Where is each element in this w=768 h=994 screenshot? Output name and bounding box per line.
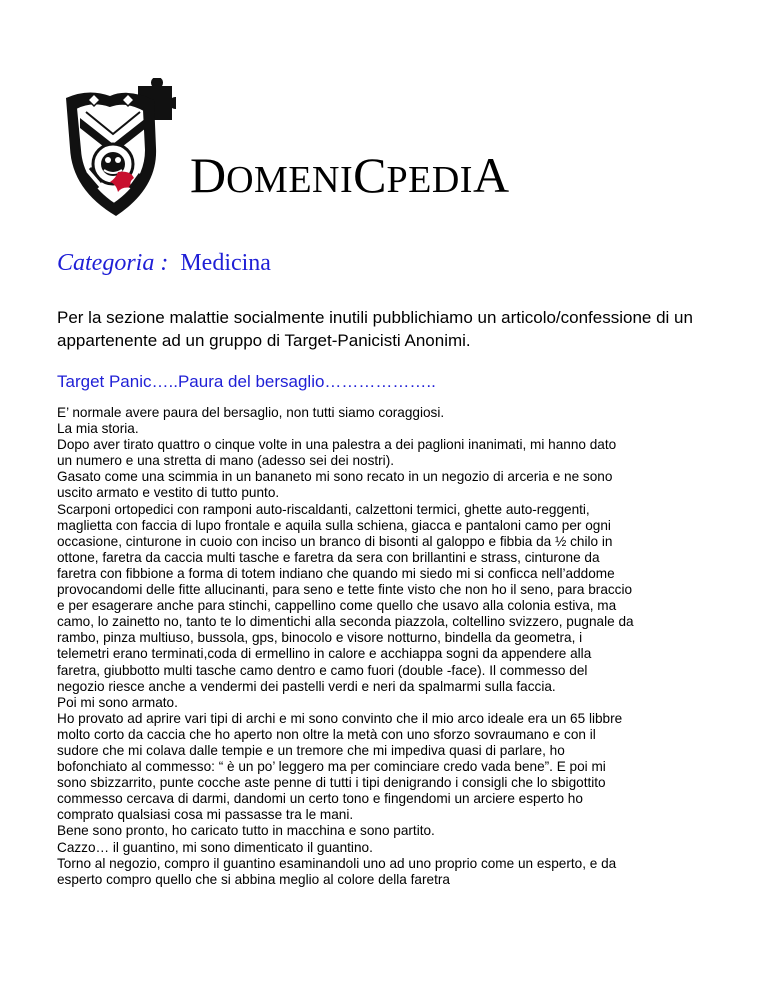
brand-pedi: PEDI — [386, 159, 473, 201]
body-line: Poi mi sono armato. — [57, 694, 178, 710]
article-title: Target Panic…..Paura del bersaglio……………….. — [57, 372, 436, 391]
brand-letter-a: A — [472, 147, 510, 203]
body-line: Torno al negozio, compro il guantino esaminandoli uno ad uno proprio come un esperto, e da — [57, 855, 617, 871]
brand-letter-c: C — [353, 147, 387, 203]
body-line: Scarponi ortopedici con ramponi auto-riscaldanti, calzettoni termici, ghette auto-reggenti, — [57, 501, 590, 517]
body-line: sono sbizzarrito, punte cocche aste penne di tutti i tipi denigrando i consigli che lo sbigottito — [57, 775, 606, 791]
body-line: esperto compro quello che si abbina meglio al colore della faretra — [57, 871, 450, 887]
body-line: Bene sono pronto, ho caricato tutto in macchina e sono partito. — [57, 823, 435, 839]
body-line: Cazzo… il guantino, mi sono dimenticato il guantino. — [57, 839, 373, 855]
body-line: faretra con fibbione a forma di totem indiano che quando mi siedo mi si conficca nell’addome — [57, 565, 615, 581]
brand-title — [190, 147, 510, 203]
body-line: provocandomi delle fitte allucinanti, para seno e tette finte visto che non ho il seno, para braccio — [57, 582, 633, 598]
body-line: sudore che mi colava dalle tempie e un tremore che mi impediva quasi di parlare, ho — [57, 742, 565, 758]
body-line: E’ normale avere paura del bersaglio, non tutti siamo coraggiosi. — [57, 405, 445, 420]
intro-paragraph: Per la sezione malattie socialmente inutili pubblichiamo un articolo/confessione di un appartenente ad un gruppo di Target-Panicisti Anonimi. — [57, 308, 693, 350]
body-line: uscito armato e vestito di tutto punto. — [57, 485, 280, 501]
body-line: La mia storia. — [57, 421, 139, 437]
body-line: Gasato come una scimmia in un bananeto mi sono recato in un negozio di arceria e ne sono — [57, 469, 613, 485]
body-line: occasione, cinturone in cuoio con inciso un branco di bisonti al galoppo e fibbia da ½ chilo in — [57, 533, 613, 549]
category-label: Categoria : — [57, 250, 169, 276]
body-line: negozio riesce anche a vendermi dei pastelli verdi e neri da spalmarmi sulla faccia. — [57, 678, 556, 694]
body-line: bofonchiato al commesso: “ è un po’ leggero ma per cominciare credo vada bene”. E poi mi — [57, 759, 606, 775]
body-line: camo, lo zainetto no, tanto te lo dimentichi alla seconda piazzola, coltellino svizzero, pugnale da — [57, 614, 634, 630]
body-line: ottone, faretra da caccia multi tasche e faretra da sera con brillantini e strass, cinturone da — [57, 549, 600, 565]
body-line: maglietta con faccia di lupo frontale e aquila sulla schiena, giacca e pantaloni camo per ogni — [57, 517, 611, 533]
article-body — [57, 405, 737, 888]
body-line: rambo, pinza multiuso, bussola, gps, binocolo e visore notturno, bindella da geometra, i — [57, 630, 583, 646]
heraldic-shield-logo-icon — [58, 78, 176, 222]
brand-omeni: OMENI — [226, 159, 354, 201]
body-line: Dopo aver tirato quattro o cinque volte in una palestra a dei paglioni inanimati, mi hanno dato — [57, 437, 617, 453]
body-line: e per esagerare anche para stinchi, cappellino come quello che usavo alla colonia estiva, ma — [57, 598, 617, 614]
body-line: Ho provato ad aprire vari tipi di archi e mi sono convinto che il mio arco ideale era un 65 libbre — [57, 710, 623, 726]
body-line: telemetri erano terminati,coda di ermellino in calore e acchiappa sogni da appendere alla — [57, 646, 592, 662]
category-value: Medicina — [180, 250, 271, 276]
body-line: molto corto da caccia che ho aperto non oltre la metà con uno sforzo sovraumano e con il — [57, 726, 596, 742]
body-line: commesso cercava di darmi, dandomi un certo tono e fingendomi un arciere esperto ho — [57, 791, 583, 807]
body-line: un numero e una stretta di mano (adesso sei dei nostri). — [57, 453, 395, 469]
category-line — [57, 250, 271, 277]
body-line: comprato qualsiasi cosa mi passasse tra le mani. — [57, 807, 354, 823]
brand-letter-d: D — [190, 147, 227, 203]
body-line: faretra, giubbotto multi tasche camo dentro e camo fuori (double -face). Il commesso del — [57, 662, 588, 678]
